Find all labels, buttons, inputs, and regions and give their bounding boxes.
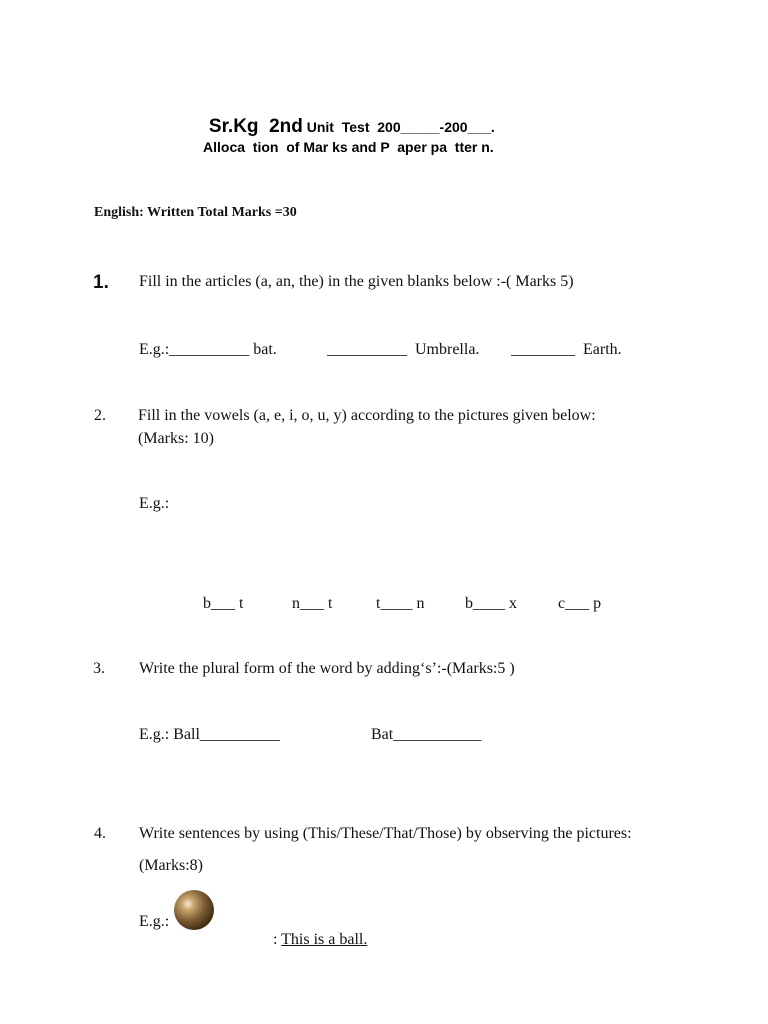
question-1-prompt: Fill in the articles (a, an, the) in the given blanks below :-( Marks 5) bbox=[139, 273, 574, 290]
vowel-word-cup: c___ p bbox=[558, 595, 602, 612]
title-grade: Sr.Kg 2nd bbox=[208, 116, 303, 137]
vowel-word-nut: n___ t bbox=[292, 595, 333, 612]
question-4-example-label: E.g.: bbox=[139, 913, 170, 930]
section-label: English: Written Total Marks =30 bbox=[94, 205, 297, 220]
answer-text: This is a ball. bbox=[281, 931, 368, 948]
question-1-example-earth: ________ Earth. bbox=[511, 341, 622, 358]
question-1-number: 1. bbox=[93, 272, 109, 293]
title-test: Unit Test 200_____-200___. bbox=[302, 119, 495, 135]
question-4-prompt-marks: (Marks:8) bbox=[139, 857, 203, 874]
question-2-number: 2. bbox=[94, 407, 106, 424]
question-4-answer bbox=[265, 913, 367, 949]
question-4-number: 4. bbox=[94, 825, 106, 842]
answer-separator: : bbox=[273, 931, 282, 948]
question-3-example-ball: E.g.: Ball__________ bbox=[139, 726, 280, 743]
page-subtitle: Alloca tion of Mar ks and P aper pa tter n. bbox=[203, 139, 494, 155]
vowel-word-tin: t____ n bbox=[376, 595, 425, 612]
vowel-word-bat: b___ t bbox=[203, 595, 244, 612]
vowel-word-box: b____ x bbox=[465, 595, 517, 612]
question-1-example-bat: E.g.:__________ bat. bbox=[139, 341, 277, 358]
question-3-number: 3. bbox=[93, 660, 105, 677]
question-4-prompt: Write sentences by using (This/These/That/Those) by observing the pictures: bbox=[139, 825, 632, 842]
question-3-example-bat: Bat___________ bbox=[371, 726, 482, 743]
question-2-prompt-marks: (Marks: 10) bbox=[138, 430, 214, 447]
page-title bbox=[200, 98, 495, 138]
ball-image bbox=[174, 890, 214, 930]
question-2-example-label: E.g.: bbox=[139, 495, 170, 512]
question-3-prompt: Write the plural form of the word by adding‘s’:-(Marks:5 ) bbox=[139, 660, 515, 677]
question-1-example-umbrella: __________ Umbrella. bbox=[327, 341, 480, 358]
question-2-prompt: Fill in the vowels (a, e, i, o, u, y) according to the pictures given below: bbox=[138, 407, 596, 424]
